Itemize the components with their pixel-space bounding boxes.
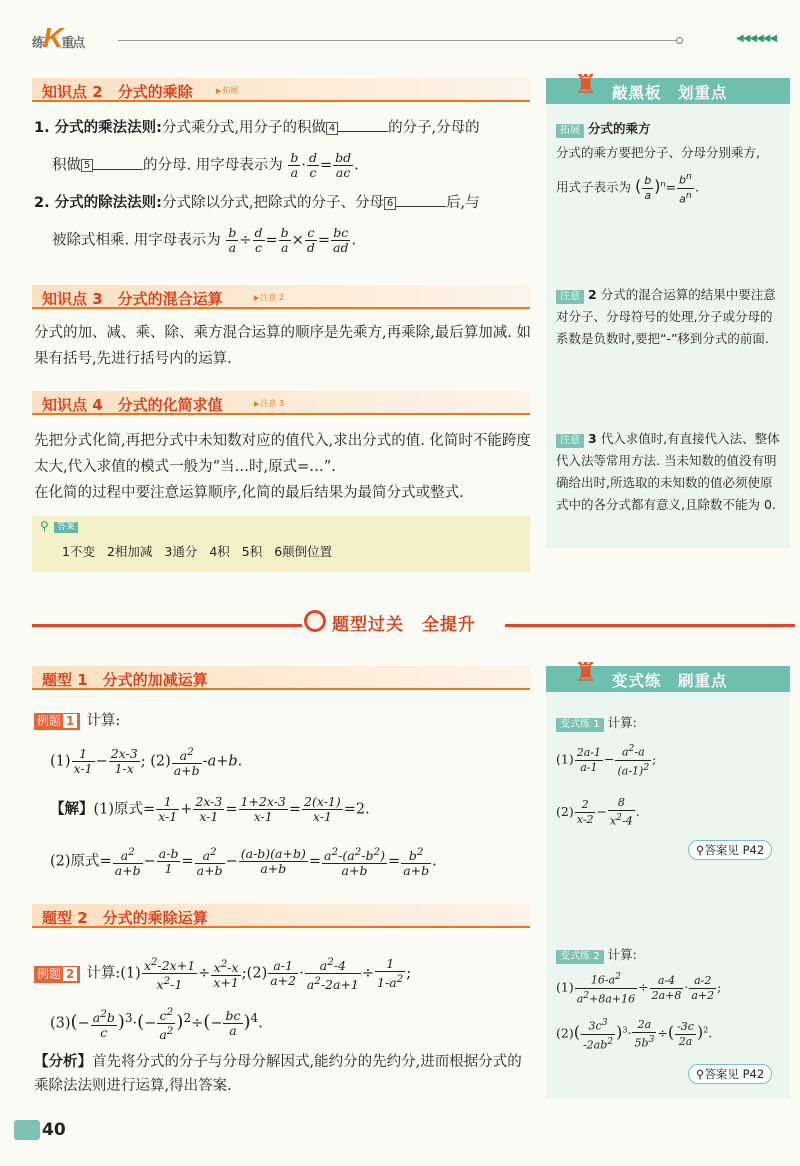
practice-2-p2: (2)( $\frac{3c^3}{-2ab^2}$ )$^3$· $\frac{2a}{5b^3}$ ÷( $\frac{-3c}{2a}$ )$^2$. <box>556 1017 713 1052</box>
header-dot <box>676 37 683 44</box>
page-badge-icon <box>14 1120 40 1140</box>
formula-frac: $\frac{b}{a}$ <box>290 150 299 180</box>
rule-division-cont: 被除式相乘. 用字母表示为 $\frac{b}{a}$ ÷ $\frac{d}{c}$ = $\frac{b}{a}$ × $\frac{c}{d}$ = $\frac{bc}{ad}$ . <box>52 225 357 255</box>
section-header-add-sub: 题型 1 分式的加减运算 <box>32 666 530 690</box>
example-2-analysis: 【分析】首先将分式的分子与分母分解因式,能约分的先约分,进而根据分式的乘除法法则进行运算,得出答案. <box>34 1053 522 1094</box>
answer-item: 3通分 <box>164 544 198 559</box>
practice-2-p1: (1) $\frac{16-a^2}{a^2+8a+16}$ ÷ $\frac{a-4}{2a+8}$ · $\frac{a-2}{a+2}$ ; <box>556 971 722 1006</box>
header-arrows-icon: ◀◀◀◀◀◀ <box>736 33 777 44</box>
example-1-problems: (1) $\frac{1}{x-1}$ − $\frac{2x-3}{1-x}$ ; (2) $\frac{a^2}{a+b}$ -a+b. <box>50 746 243 779</box>
example-2-problem-3: (3)(− $\frac{a^2b}{c}$ )$^3$·(− $\frac{c^2}{a^2}$ )$^2$÷(− $\frac{bc}{a}$ )$^4$. <box>50 1006 263 1043</box>
answer-box: ⚲ 答案 1不变 2相加减 3通分 4积 5积 6颠倒位置 <box>32 516 530 572</box>
header-rule <box>118 40 678 41</box>
example-1-solution-1: 【解】(1)原式= $\frac{1}{x-1}$ + $\frac{2x-3}{x-1}$ = $\frac{1+2x-3}{x-1}$ = $\frac{2(x-1)}{x-1}$ =2. <box>50 794 370 824</box>
note-extension: 拓展 分式的乘方 <box>556 118 782 140</box>
side-header-practice: ♜ 变式练 刷重点 <box>546 666 790 692</box>
practice-2-prompt: 变式练 2 计算: <box>556 944 782 966</box>
example-1-prompt: 例题 1 计算: <box>34 710 120 733</box>
teacher-icon: ♜ <box>574 70 598 100</box>
target-icon <box>304 610 326 632</box>
section-header-simplify-eval: 知识点 4 分式的化简求值 ▶ 注意 3 <box>32 391 530 415</box>
rule-multiplication-cont: 积做 5 的分母. 用字母表示为 $\frac{b}{a}$ · $\frac{d}{c}$ = $\frac{bd}{ac}$ . <box>52 150 359 180</box>
section-header-mul-div: 题型 2 分式的乘除运算 <box>32 904 530 928</box>
side-header-notes: ♜ 敲黑板 划重点 <box>546 78 790 104</box>
practice-1-p1: (1) $\frac{2a-1}{a-1}$ − $\frac{a^2-a}{(a-1)^2}$ ; <box>556 743 657 778</box>
practice-1-answer-ref[interactable]: ⚲答案见 P42 <box>688 840 772 860</box>
key-icon: ⚲ <box>40 519 49 533</box>
answer-item: 1不变 <box>62 544 95 559</box>
note-evaluate: 注意 3 代入求值时,有直接代入法、整体代入法等常用方法. 当未知数的值没有明确给出时,所选取的未知数的值必须使原式中的各分式都有意义,且除数不能为 0. <box>556 431 780 512</box>
band-title: 题型过关 全提升 <box>332 615 476 635</box>
answer-item: 5积 <box>241 544 263 559</box>
rule-division: 2. 分式的除法法则:分式除以分式,把除式的分子、分母 6 后,与 <box>34 195 480 211</box>
rule-multiplication: 1. 分式的乘法法则:分式乘分式,用分子的积做 4 的分子,分母的 <box>34 120 480 136</box>
note-extension-text: 分式的乘方要把分子、分母分别乘方, <box>556 145 760 160</box>
practice-2-answer-ref[interactable]: ⚲答案见 P42 <box>688 1064 772 1084</box>
example-2-tag: 例题 2 <box>34 966 80 983</box>
note-extension-formula: 用式子表示为 ( $\frac{b}{a}$ )$^n$= $\frac{b^n}{a^n}$ . <box>556 171 699 206</box>
section-header-multiply-divide: 知识点 2 分式的乘除 ▶ 拓展 <box>32 78 530 102</box>
simplify-eval-text: 先把分式化简,再把分式中未知数对应的值代入,求出分式的值. 化简时不能跨度太大,代入求值的模式一般为“当…时,原式=…”. <box>34 433 531 475</box>
practice-1-p2: (2) $\frac{2}{x-2}$ − $\frac{8}{x^2-4}$ . <box>556 796 640 828</box>
example-1-solution-2: (2)原式= $\frac{a^2}{a+b}$ − $\frac{a-b}{1}$ = $\frac{a^2}{a+b}$ − $\frac{(a-b)(a+b)}{a+b}$ = $\frac{a^2-(a^2-b^2)}{a+b}$ = $\frac{b^2}{a+b}$ . <box>50 846 437 879</box>
band-rule-left <box>32 624 302 627</box>
band-rule-right <box>505 624 795 627</box>
example-2-problems: 例题 2 计算:(1) $\frac{x^2-2x+1}{x^2-1}$ ÷ $\frac{x^2-x}{x+1}$ ;(2) $\frac{a-1}{a+2}$ · $\frac{a^2-4}{a^2-2a+1}$ ÷ $\frac{1}{1-a^2}$ ; <box>34 955 534 992</box>
page-number: 40 <box>14 1120 66 1140</box>
answer-item: 4积 <box>209 544 230 559</box>
answer-list <box>62 542 340 560</box>
key-icon: ⚲ <box>696 1067 705 1081</box>
section-header-mixed-ops: 知识点 3 分式的混合运算 ▶ 注意 2 <box>32 285 530 309</box>
answer-item: 6颠倒位置 <box>274 544 333 559</box>
key-icon: ⚲ <box>696 843 705 857</box>
teacher-icon: ♜ <box>574 658 598 688</box>
example-1-tag: 例题 1 <box>34 713 80 730</box>
note-mixed-ops: 注意 2 分式的混合运算的结果中要注意对分子、分母符号的处理,分子或分母的系数是负数时,要把“-”移到分式的前面. <box>556 287 776 346</box>
simplify-eval-text-2: 在化简的过程中要注意运算顺序,化简的最后结果为最简分式或整式. <box>34 485 464 501</box>
mixed-ops-text: 分式的加、减、乘、除、乘方混合运算的顺序是先乘方,再乘除,最后算加减. 如果有括号,先进行括号内的运算. <box>34 325 531 367</box>
practice-1-prompt: 变式练 1 计算: <box>556 712 782 734</box>
answer-item: 2相加减 <box>106 544 153 559</box>
brand-logo: 练K重点 <box>32 22 84 53</box>
